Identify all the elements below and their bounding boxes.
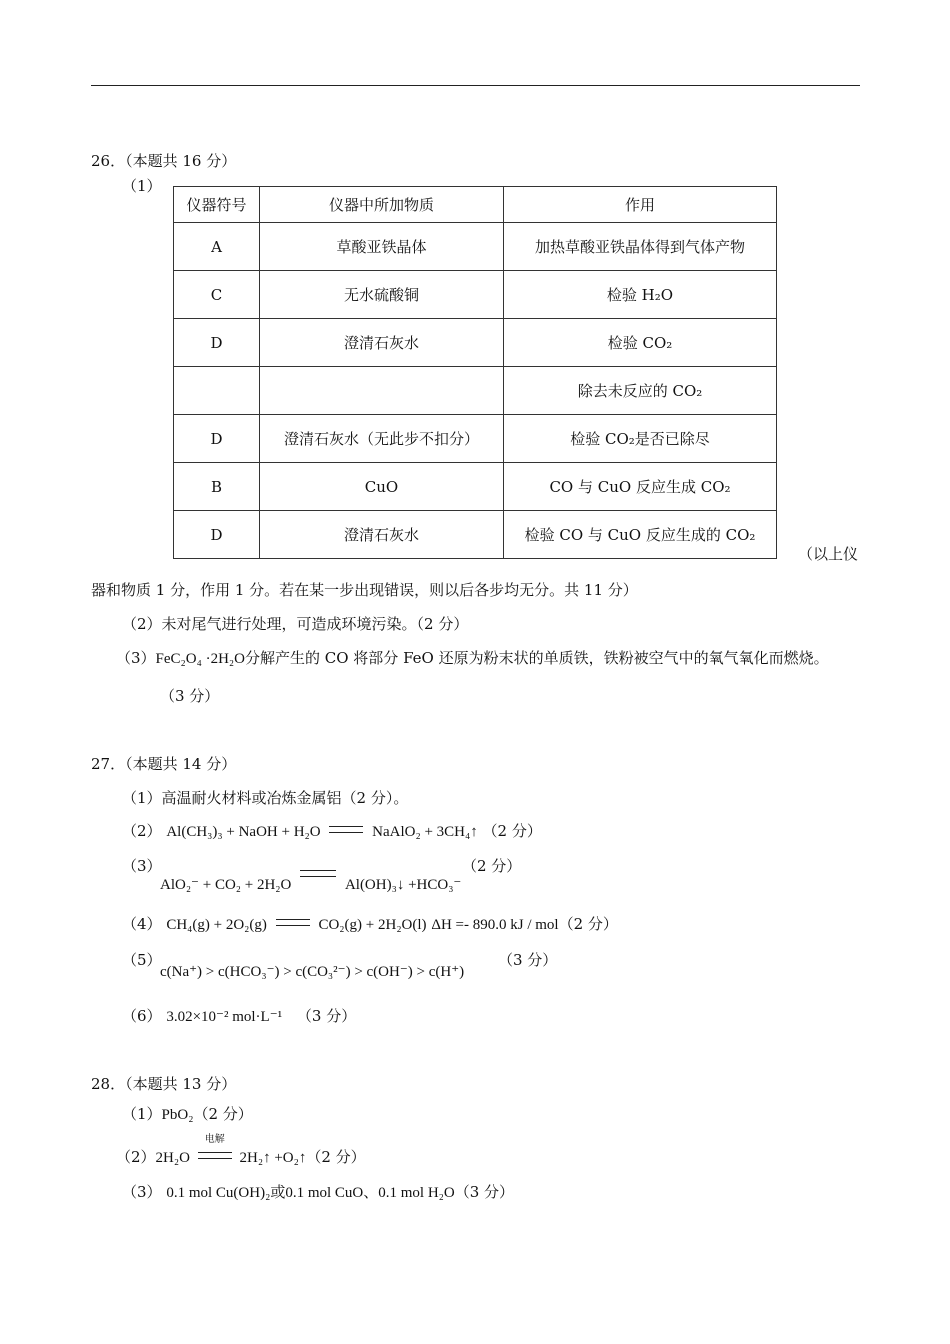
q27-part2-lhs: Al(CH₃)₃ + NaOH + H₂O [166, 824, 321, 840]
q26-part3-score: （3 分） [160, 687, 220, 705]
table-header-row [174, 187, 777, 223]
cell-symbol: A [174, 223, 260, 271]
cell-purpose: 除去未反应的 CO₂ [504, 367, 777, 415]
q28-part2-score: （2 分） [306, 1148, 366, 1166]
q26-heading: 26．（本题共 16 分） [91, 152, 237, 170]
q27-part5-score: （3 分） [498, 951, 558, 969]
q27-part6 [122, 1006, 356, 1027]
q28-part1-formula: PbO₂ [161, 1107, 194, 1123]
cell-substance: 澄清石灰水（无此步不扣分） [260, 415, 504, 463]
q26-part2: （2）未对尾气进行处理，可造成环境污染。（2 分） [122, 615, 469, 633]
apparatus-table [173, 186, 777, 559]
cell-purpose: 检验 CO₂ [504, 319, 777, 367]
cell-symbol [174, 367, 260, 415]
q26-scoring-note: 器和物质 1 分，作用 1 分。若在某一步出现错误，则以后各步均无分。共 11 分） [91, 581, 638, 599]
cell-symbol: C [174, 271, 260, 319]
q26-part3-text: 分解产生的 CO 将部分 FeO 还原为粉末状的单质铁，铁粉被空气中的氧气氧化而燃烧。 [244, 649, 829, 667]
cell-substance: 澄清石灰水 [260, 319, 504, 367]
q28-part3-or: 或 [270, 1183, 286, 1201]
cell-symbol: D [174, 319, 260, 367]
q27-part1: （1）高温耐火材料或冶炼金属铝（2 分）。 [122, 789, 409, 807]
table-row [174, 319, 777, 367]
cell-substance: 无水硫酸铜 [260, 271, 504, 319]
q28-part3-option-b: 0.1 mol CuO、0.1 mol H₂O [285, 1185, 455, 1201]
cell-substance: CuO [260, 463, 504, 511]
cell-symbol: B [174, 463, 260, 511]
q27-part4-rhs: CO₂(g) + 2H₂O(l) [318, 917, 427, 933]
equals-sign [276, 919, 310, 926]
q28-heading: 28．（本题共 13 分） [91, 1075, 237, 1093]
electrolysis-arrow [195, 1134, 235, 1164]
q27-part4 [122, 914, 618, 935]
cell-substance [260, 367, 504, 415]
q28-part2 [116, 1134, 366, 1168]
q26-part3 [116, 648, 829, 669]
equals-sign [329, 826, 363, 833]
q27-part3-rhs: Al(OH)₃↓ +HCO₃⁻ [344, 877, 462, 893]
table-row [174, 415, 777, 463]
q27-part5-label: （5） [122, 951, 162, 969]
q28-part2-rhs: 2H₂↑ +O₂↑ [239, 1150, 307, 1166]
cell-substance: 澄清石灰水 [260, 511, 504, 559]
q27-part4-label: （4） [122, 915, 162, 933]
q27-part3-score: （2 分） [462, 857, 522, 875]
q27-part2 [122, 821, 542, 842]
q27-part2-label: （2） [122, 822, 162, 840]
q27-part6-label: （6） [122, 1007, 162, 1025]
q28-part1 [122, 1104, 253, 1125]
table-row [174, 271, 777, 319]
header-symbol: 仪器符号 [174, 187, 260, 223]
header-purpose: 作用 [504, 187, 777, 223]
q27-part4-enthalpy: ΔH =- 890.0 kJ / mol [431, 917, 559, 933]
table-row [174, 463, 777, 511]
q28-part1-label: （1） [122, 1105, 162, 1123]
q27-part2-rhs: NaAlO₂ + 3CH₄↑ [372, 824, 478, 840]
q28-part3-label: （3） [122, 1183, 162, 1201]
q27-heading: 27．（本题共 14 分） [91, 755, 237, 773]
cell-purpose: CO 与 CuO 反应生成 CO₂ [504, 463, 777, 511]
q27-part3-label: （3） [122, 857, 162, 875]
q27-part5-expression: c(Na⁺) > c(HCO₃⁻) > c(CO₃²⁻) > c(OH⁻) > c(H⁺) [160, 964, 465, 980]
equals-sign [198, 1152, 232, 1159]
cell-substance: 草酸亚铁晶体 [260, 223, 504, 271]
header-substance: 仪器中所加物质 [260, 187, 504, 223]
q27-part3-lhs: AlO₂⁻ + CO₂ + 2H₂O [160, 877, 292, 893]
equals-sign [300, 870, 336, 877]
q28-part1-score: （2 分） [193, 1105, 253, 1123]
cell-purpose: 加热草酸亚铁晶体得到气体产物 [504, 223, 777, 271]
q26-part3-formula: FeC₂O₄ ·2H₂O [155, 651, 245, 667]
q28-part2-lhs: 2H₂O [155, 1150, 190, 1166]
table-row [174, 223, 777, 271]
q27-part3 [160, 870, 461, 895]
q27-part6-score: （3 分） [296, 1007, 357, 1025]
cell-symbol: D [174, 415, 260, 463]
q27-part4-score: （2 分） [558, 915, 618, 933]
q27-part6-value: 3.02×10⁻² mol·L⁻¹ [166, 1009, 283, 1025]
header-rule [91, 85, 860, 86]
table-row [174, 367, 777, 415]
cell-purpose: 检验 H₂O [504, 271, 777, 319]
cell-purpose: 检验 CO₂是否已除尽 [504, 415, 777, 463]
q26-part1-label: （1） [122, 177, 162, 195]
q26-note-tail: （以上仪 [798, 545, 859, 563]
q26-part3-label: （3） [116, 649, 156, 667]
q27-part4-lhs: CH₄(g) + 2O₂(g) [166, 917, 267, 933]
q28-part3-option-a: 0.1 mol Cu(OH)₂ [166, 1185, 271, 1201]
table-row [174, 511, 777, 559]
q28-part3-score: （3 分） [454, 1183, 515, 1201]
cell-symbol: D [174, 511, 260, 559]
q28-part2-label: （2） [116, 1148, 156, 1166]
q27-part2-score: （2 分） [482, 822, 542, 840]
condition-label: 电解 [204, 1134, 225, 1145]
q28-part3 [122, 1182, 514, 1203]
cell-purpose: 检验 CO 与 CuO 反应生成的 CO₂ [504, 511, 777, 559]
